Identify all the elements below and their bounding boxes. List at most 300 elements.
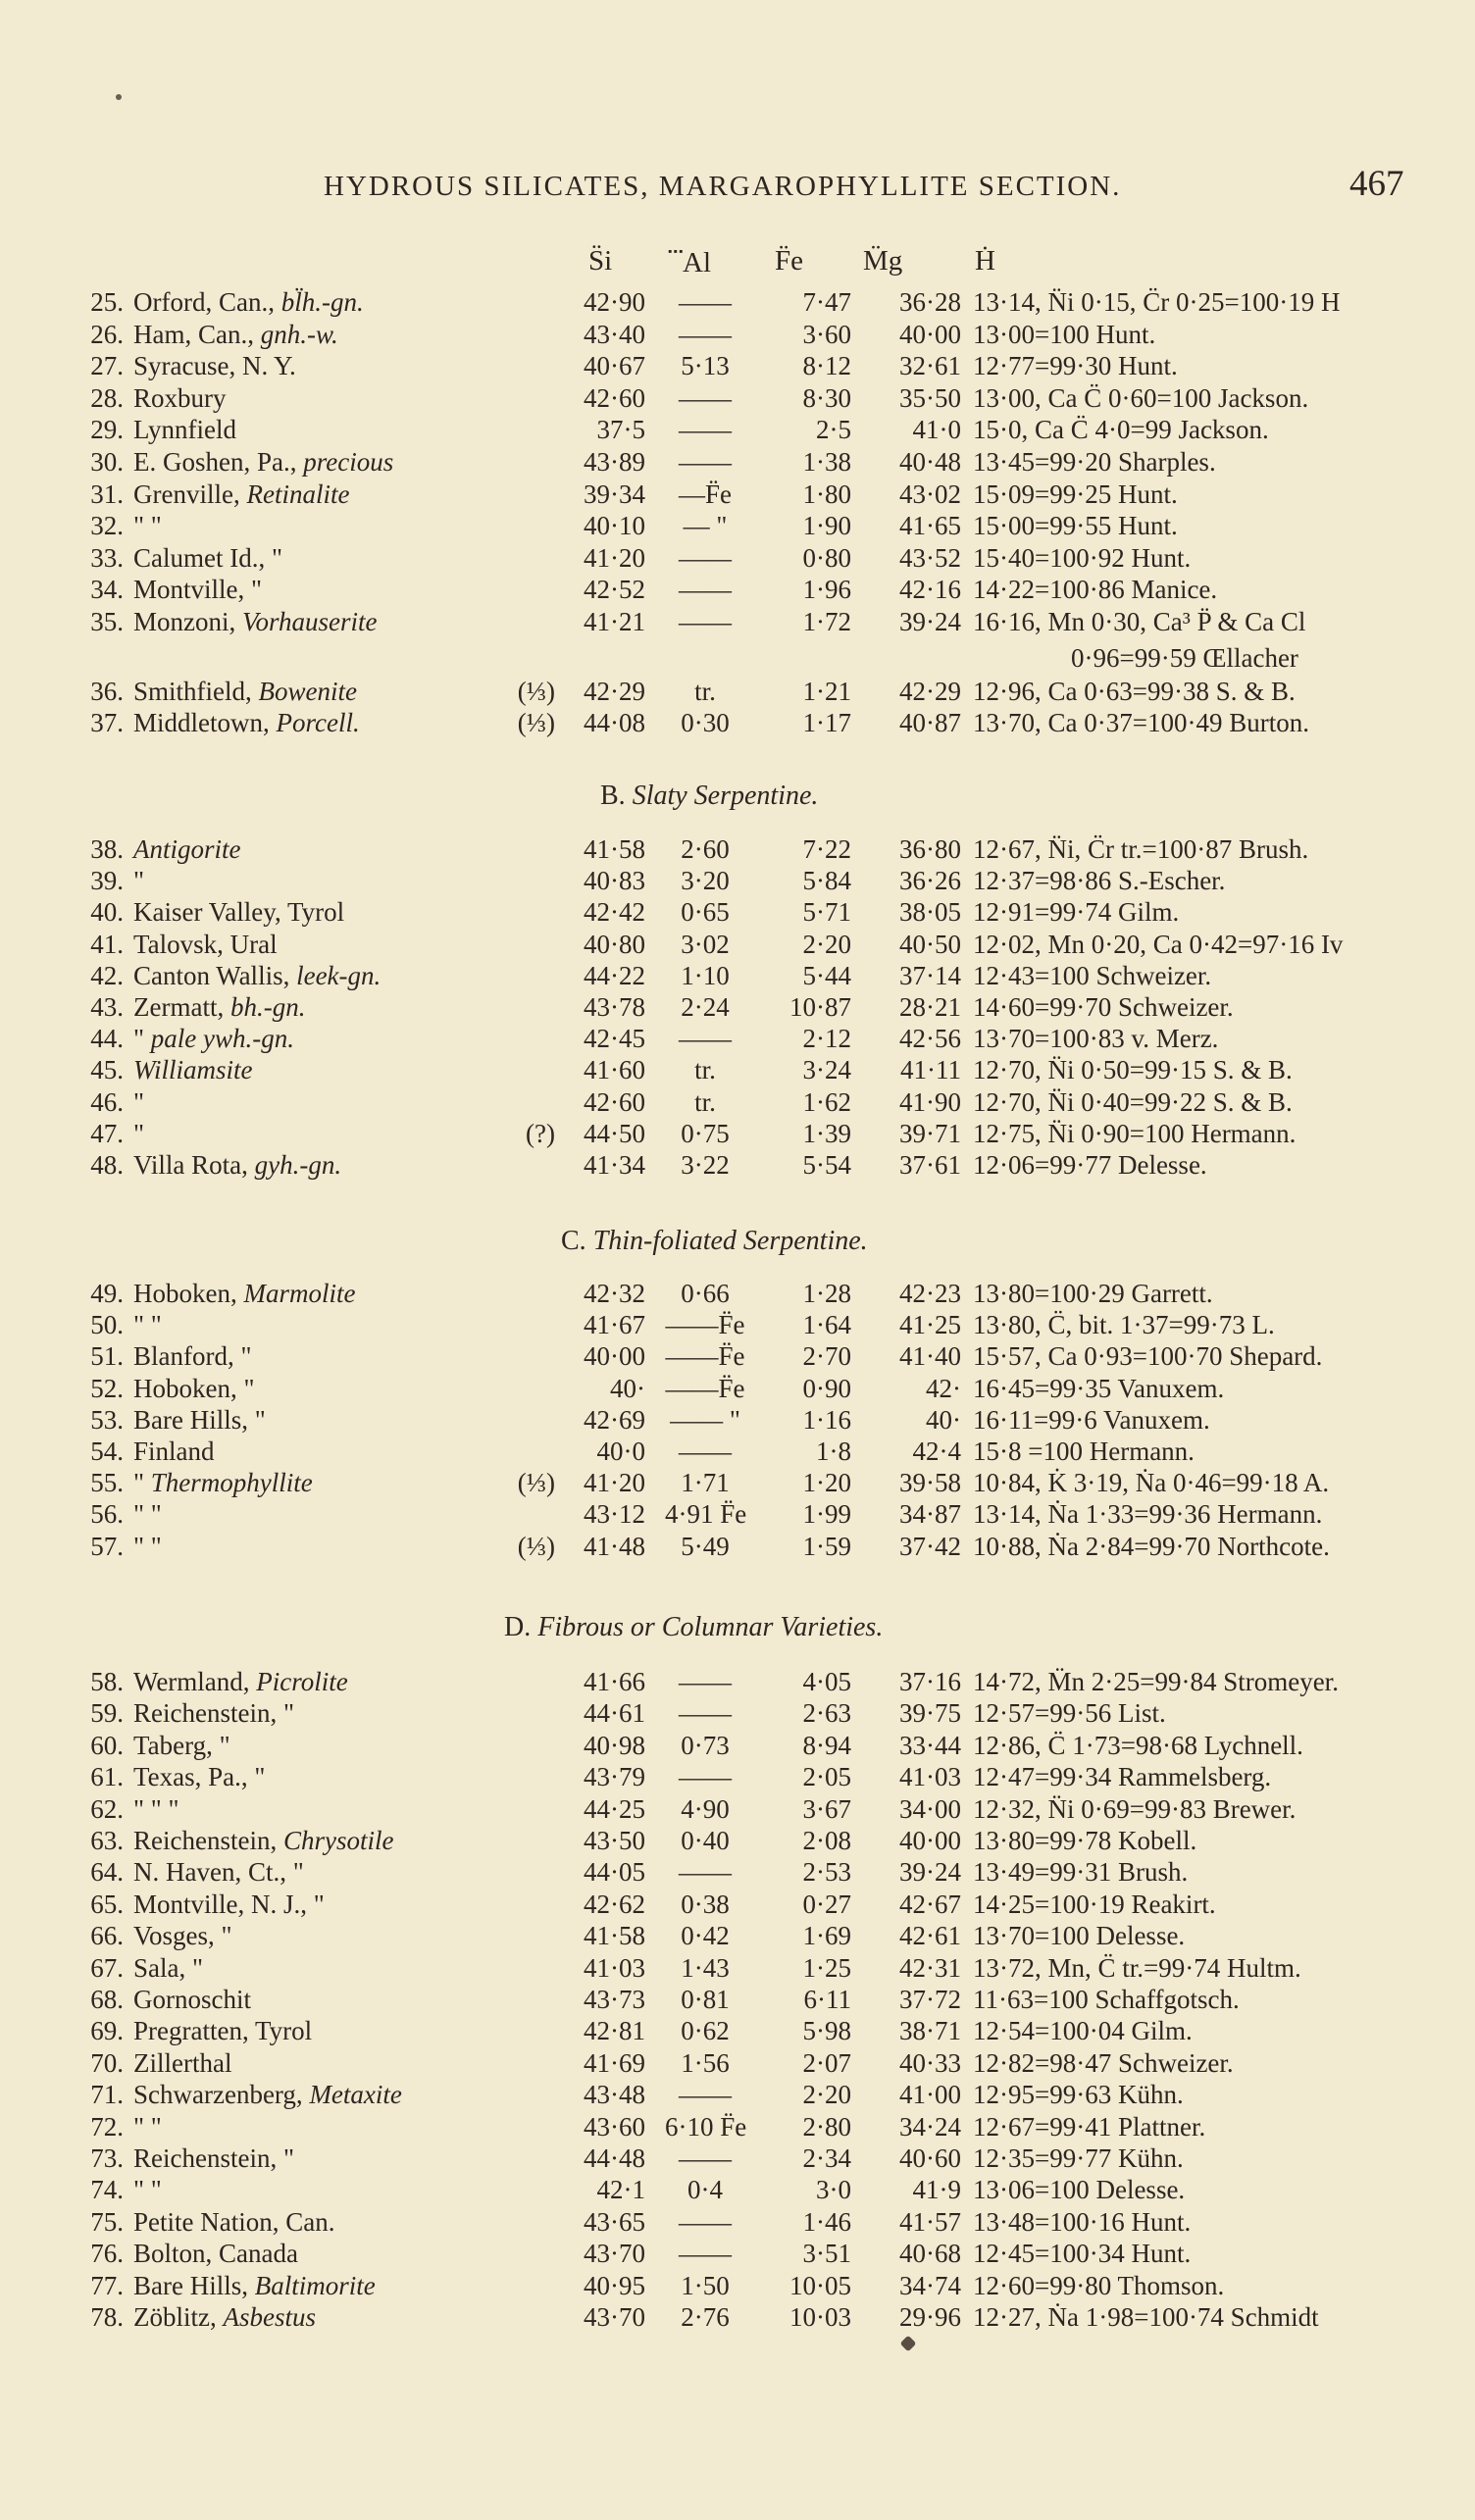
water-and-remarks: 15·09=99·25 Hunt. xyxy=(973,479,1178,509)
silica-value: 43·79 xyxy=(584,1762,645,1792)
locality-text: " xyxy=(133,1468,145,1498)
iron-value: 8·30 xyxy=(802,382,851,413)
locality-text: " " xyxy=(133,2175,162,2205)
water-and-remarks: 12·70, N̈i 0·50=99·15 S. & B. xyxy=(973,1055,1293,1085)
locality xyxy=(133,992,305,1023)
silica-value: 41·58 xyxy=(584,834,645,864)
section-d-letter: D. xyxy=(504,1612,532,1642)
silica-value: 44·05 xyxy=(584,1857,645,1888)
variety-name: Baltimorite xyxy=(254,2270,376,2300)
iron-value: 1·80 xyxy=(802,479,851,509)
row-number: 29. xyxy=(90,415,124,445)
table-row xyxy=(0,447,1475,479)
magnesia-value: 34·87 xyxy=(899,1499,961,1530)
alumina-value: —— xyxy=(679,1762,732,1792)
locality xyxy=(133,2143,294,2174)
locality-text: Petite Nation, Can. xyxy=(133,2206,335,2237)
silica-value: 44·61 xyxy=(584,1698,645,1729)
locality-text: Lynnfield xyxy=(133,415,236,445)
alumina-value: —— xyxy=(679,287,732,317)
locality-text: " " xyxy=(133,1499,162,1530)
alumina-value: ——F̈e xyxy=(665,1373,745,1403)
alumina-value: 2·24 xyxy=(681,992,730,1022)
table-row xyxy=(0,2143,1475,2175)
iron-value: 10·05 xyxy=(789,2270,851,2300)
locality-text: Middletown, xyxy=(133,708,270,737)
section-b-title xyxy=(600,781,818,812)
table-row xyxy=(0,1953,1475,1985)
iron-value: 3·24 xyxy=(802,1055,851,1085)
water-and-remarks: 12·32, N̈i 0·69=99·83 Brewer. xyxy=(973,1793,1297,1824)
locality xyxy=(133,511,162,541)
iron-value: 10·03 xyxy=(789,2302,851,2332)
locality xyxy=(133,866,144,896)
alumina-value: —— xyxy=(679,1857,732,1888)
silica-value: 44·50 xyxy=(584,1118,645,1148)
alumina-value: 0·38 xyxy=(681,1889,730,1919)
locality xyxy=(133,1953,203,1984)
iron-value: 3·60 xyxy=(802,319,851,349)
variety-name: Marmolite xyxy=(243,1279,356,1308)
locality-text: " " xyxy=(133,511,162,541)
locality-text: Texas, Pa., " xyxy=(133,1762,266,1792)
water-and-remarks: 14·25=100·19 Reakirt. xyxy=(973,1889,1216,1919)
iron-value: 1·28 xyxy=(802,1279,851,1308)
row-number: 69. xyxy=(90,2016,124,2046)
locality-text: Roxbury xyxy=(133,382,227,413)
magnesia-value: 37·61 xyxy=(899,1150,961,1180)
magnesia-value: 35·50 xyxy=(899,382,961,413)
locality xyxy=(133,2112,162,2142)
water-and-remarks: 13·00=100 Hunt. xyxy=(973,319,1156,349)
table-row xyxy=(0,834,1475,866)
iron-value: 2·07 xyxy=(802,2047,851,2078)
locality xyxy=(133,2080,402,2110)
alumina-value: 1·56 xyxy=(681,2047,730,2078)
magnesia-value: 38·71 xyxy=(899,2016,961,2046)
water-and-remarks: 15·8 =100 Hermann. xyxy=(973,1436,1195,1466)
magnesia-value: 40·00 xyxy=(899,1826,961,1855)
water-and-remarks: 12·57=99·56 List. xyxy=(973,1698,1166,1729)
locality xyxy=(133,415,236,445)
magnesia-value: 41·40 xyxy=(899,1341,961,1372)
table-row xyxy=(0,1119,1475,1150)
locality xyxy=(133,1985,251,2015)
alumina-value: 0·81 xyxy=(681,1985,730,2014)
magnesia-value: 40·00 xyxy=(899,319,961,349)
table-row xyxy=(0,1087,1475,1119)
alumina-value: 4·90 xyxy=(681,1793,730,1824)
locality xyxy=(133,479,349,510)
locality xyxy=(133,2302,316,2333)
water-and-remarks: 12·70, N̈i 0·40=99·22 S. & B. xyxy=(973,1086,1293,1117)
row-35-continuation: 0·96=99·59 Œllacher xyxy=(1071,643,1298,673)
iron-value: 1·17 xyxy=(802,708,851,737)
silica-value: 43·48 xyxy=(584,2080,645,2110)
water-and-remarks: 15·57, Ca 0·93=100·70 Shepard. xyxy=(973,1341,1323,1372)
locality xyxy=(133,677,357,707)
alumina-value: 6·10 F̈e xyxy=(665,2111,747,2142)
locality-text: Ham, Can., xyxy=(133,319,254,349)
row-number: 47. xyxy=(90,1118,124,1148)
silica-value: 43·89 xyxy=(584,447,645,477)
water-and-remarks: 12·06=99·77 Delesse. xyxy=(973,1150,1207,1180)
iron-value: 5·84 xyxy=(802,866,851,896)
row-number: 28. xyxy=(90,382,124,413)
iron-value: 3·0 xyxy=(816,2175,851,2205)
silica-value: 42·52 xyxy=(584,575,645,605)
locality-text: Bare Hills, " xyxy=(133,1404,266,1435)
table-row xyxy=(0,1698,1475,1730)
section-d-title xyxy=(504,1612,883,1643)
iron-value: 0·80 xyxy=(802,542,851,573)
row-number: 68. xyxy=(90,1985,124,2014)
magnesia-value: 34·74 xyxy=(899,2270,961,2300)
locality xyxy=(133,607,378,637)
silica-value: 41·20 xyxy=(584,1468,645,1498)
iron-value: 1·38 xyxy=(802,447,851,477)
row-number: 55. xyxy=(90,1468,124,1498)
locality xyxy=(133,1921,232,1951)
magnesia-value: 42·56 xyxy=(899,1024,961,1054)
magnesia-value: 42· xyxy=(926,1373,961,1403)
footer-ornament xyxy=(900,2336,917,2352)
locality-text: " xyxy=(133,866,145,896)
water-and-remarks: 15·00=99·55 Hunt. xyxy=(973,511,1178,541)
locality xyxy=(133,1499,162,1530)
alumina-value: —— xyxy=(679,447,732,477)
row-number: 63. xyxy=(90,1826,124,1855)
locality-text: Smithfield, xyxy=(133,677,252,706)
locality xyxy=(133,834,241,865)
row-number: 45. xyxy=(90,1055,124,1085)
magnesia-value: 41·03 xyxy=(899,1762,961,1792)
row-number: 73. xyxy=(90,2143,124,2173)
alumina-value: 1·43 xyxy=(681,1952,730,1983)
locality xyxy=(133,1826,393,1856)
silica-value: 40·00 xyxy=(584,1341,645,1372)
locality-text: Hoboken, xyxy=(133,1279,237,1308)
silica-value: 43·70 xyxy=(584,2302,645,2332)
silica-value: 40·0 xyxy=(596,1436,645,1466)
water-and-remarks: 13·45=99·20 Sharples. xyxy=(973,447,1216,477)
iron-value: 8·12 xyxy=(802,351,851,381)
water-and-remarks: 12·91=99·74 Gilm. xyxy=(973,897,1180,928)
row-number: 34. xyxy=(90,575,124,605)
alumina-value: 0·62 xyxy=(681,2016,730,2046)
water-and-remarks: 10·84, K̇ 3·19, Ṅa 0·46=99·18 A. xyxy=(973,1468,1330,1498)
magnesia-value: 41·0 xyxy=(912,415,961,445)
water-and-remarks: 12·43=100 Schweizer. xyxy=(973,960,1212,990)
magnesia-value: 41·65 xyxy=(899,511,961,541)
silica-value: 44·08 xyxy=(584,708,645,737)
locality-text: Bolton, Canada xyxy=(133,2239,298,2269)
table-row xyxy=(0,708,1475,739)
table-row xyxy=(0,1532,1475,1563)
row-number: 70. xyxy=(90,2047,124,2078)
locality xyxy=(133,930,278,960)
table-row xyxy=(0,1890,1475,1921)
iron-value: 7·22 xyxy=(802,834,851,864)
section-d-name: Fibrous or Columnar Varieties. xyxy=(537,1612,884,1642)
iron-value: 2·5 xyxy=(816,415,851,445)
water-and-remarks: 12·95=99·63 Kühn. xyxy=(973,2080,1184,2110)
table-row xyxy=(0,320,1475,351)
section-b-name: Slaty Serpentine. xyxy=(632,781,819,811)
alumina-value: —— xyxy=(679,1698,732,1729)
locality-text: Kaiser Valley, Tyrol xyxy=(133,897,345,928)
magnesia-value: 42·29 xyxy=(899,677,961,706)
locality xyxy=(133,1087,144,1118)
row-number: 38. xyxy=(90,834,124,864)
row-number: 56. xyxy=(90,1499,124,1530)
alumina-value: ——F̈e xyxy=(665,1310,745,1340)
silica-value: 42·29 xyxy=(584,677,645,706)
row-number: 43. xyxy=(90,992,124,1022)
water-and-remarks: 12·37=98·86 S.-Escher. xyxy=(973,866,1226,896)
variety-name: Williamsite xyxy=(133,1055,253,1085)
table-row xyxy=(0,866,1475,897)
water-and-remarks: 14·22=100·86 Manice. xyxy=(973,575,1218,605)
magnesia-value: 41·57 xyxy=(899,2206,961,2237)
iron-value: 2·70 xyxy=(802,1341,851,1372)
locality xyxy=(133,1150,341,1181)
locality-text: Bare Hills, xyxy=(133,2270,248,2300)
locality-text: " " xyxy=(133,2111,162,2142)
water-and-remarks: 12·67, N̈i, C̈r tr.=100·87 Brush. xyxy=(973,834,1309,864)
table-row xyxy=(0,511,1475,542)
locality-text: Pregratten, Tyrol xyxy=(133,2016,313,2046)
table-row xyxy=(0,575,1475,606)
iron-value: 2·34 xyxy=(802,2143,851,2173)
table-row xyxy=(0,992,1475,1024)
locality xyxy=(133,2016,312,2046)
alumina-value: 2·60 xyxy=(681,834,730,864)
locality-text: Reichenstein, " xyxy=(133,2143,294,2173)
locality-text: Talovsk, Ural xyxy=(133,929,278,959)
row-number: 39. xyxy=(90,866,124,896)
locality xyxy=(133,1279,355,1309)
row-number: 60. xyxy=(90,1730,124,1760)
variety-name: bh.-gn. xyxy=(229,992,306,1022)
table-row xyxy=(0,1468,1475,1499)
magnesia-value: 41·9 xyxy=(912,2175,961,2205)
magnesia-value: 38·05 xyxy=(899,897,961,928)
silica-value: 41·20 xyxy=(584,542,645,573)
silica-value: 40·67 xyxy=(584,351,645,381)
section-c-letter: C. xyxy=(561,1226,586,1256)
alumina-value: 1·50 xyxy=(681,2270,730,2300)
magnesia-value: 36·26 xyxy=(899,866,961,896)
magnesia-value: 34·00 xyxy=(899,1793,961,1824)
col-header-mg: M̈g xyxy=(863,245,903,277)
section-c-title xyxy=(561,1226,868,1257)
table-row xyxy=(0,930,1475,961)
water-and-remarks: 12·67=99·41 Plattner. xyxy=(973,2111,1206,2142)
row-number: 65. xyxy=(90,1889,124,1919)
water-and-remarks: 13·14, N̈i 0·15, C̈r 0·25=100·19 H xyxy=(973,287,1341,317)
locality xyxy=(133,2271,376,2301)
silica-value: 42·60 xyxy=(584,1086,645,1117)
magnesia-value: 40·87 xyxy=(899,708,961,737)
locality xyxy=(133,961,381,991)
iron-value: 5·71 xyxy=(802,897,851,928)
table-row xyxy=(0,1731,1475,1762)
iron-value: 1·46 xyxy=(802,2206,851,2237)
alumina-value: 3·20 xyxy=(681,866,730,896)
water-and-remarks: 13·80=100·29 Garrett. xyxy=(973,1279,1213,1308)
water-and-remarks: 13·00, Ca C̈ 0·60=100 Jackson. xyxy=(973,382,1309,413)
table-row xyxy=(0,543,1475,575)
silica-value: 41·48 xyxy=(584,1531,645,1561)
water-and-remarks: 14·72, M̈n 2·25=99·84 Stromeyer. xyxy=(973,1667,1339,1696)
silica-value: 42·90 xyxy=(584,287,645,317)
iron-value: 8·94 xyxy=(802,1730,851,1760)
table-row xyxy=(0,2271,1475,2302)
alumina-value: 2·76 xyxy=(681,2302,730,2332)
magnesia-value: 36·80 xyxy=(899,834,961,864)
silica-value: 42·45 xyxy=(584,1024,645,1054)
water-and-remarks: 12·82=98·47 Schweizer. xyxy=(973,2047,1234,2078)
locality-text: Schwarzenberg, xyxy=(133,2080,303,2110)
locality-text: Reichenstein, " xyxy=(133,1698,294,1729)
silica-value: 40· xyxy=(610,1373,645,1403)
table-row xyxy=(0,961,1475,992)
table-row xyxy=(0,2239,1475,2270)
table-row xyxy=(0,1826,1475,1857)
magnesia-value: 32·61 xyxy=(899,351,961,381)
table-row xyxy=(0,2080,1475,2111)
magnesia-value: 39·24 xyxy=(899,607,961,636)
locality xyxy=(133,1794,179,1825)
row-number: 51. xyxy=(90,1341,124,1372)
alumina-value: 1·71 xyxy=(681,1468,730,1498)
row-number: 57. xyxy=(90,1531,124,1561)
row-number: 42. xyxy=(90,960,124,990)
silica-value: 40·10 xyxy=(584,511,645,541)
alumina-value: 0·75 xyxy=(681,1118,730,1148)
magnesia-value: 42·67 xyxy=(899,1889,961,1919)
magnesia-value: 39·75 xyxy=(899,1698,961,1729)
locality-text: Reichenstein, xyxy=(133,1826,278,1855)
row-number: 54. xyxy=(90,1436,124,1466)
iron-value: 3·51 xyxy=(802,2239,851,2269)
row-number: 66. xyxy=(90,1921,124,1951)
variety-name: pale ywh.-gn. xyxy=(150,1024,295,1054)
alumina-value: 0·40 xyxy=(681,1826,730,1855)
iron-value: 4·05 xyxy=(802,1667,851,1696)
table-row xyxy=(0,2207,1475,2239)
row-number: 31. xyxy=(90,479,124,509)
table-row xyxy=(0,897,1475,929)
water-and-remarks: 12·96, Ca 0·63=99·38 S. & B. xyxy=(973,677,1296,706)
silica-value: 41·60 xyxy=(584,1055,645,1085)
locality-text: Sala, " xyxy=(133,1952,204,1983)
magnesia-value: 37·42 xyxy=(899,1531,961,1561)
water-and-remarks: 13·80=99·78 Kobell. xyxy=(973,1826,1197,1855)
locality-text: Orford, Can., xyxy=(133,287,275,317)
iron-value: 10·87 xyxy=(789,992,851,1022)
magnesia-value: 39·71 xyxy=(899,1118,961,1148)
iron-value: 6·11 xyxy=(803,1985,851,2014)
col-header-al: ⃛Al xyxy=(683,247,711,278)
alumina-value: —— xyxy=(679,1667,732,1696)
silica-value: 43·73 xyxy=(584,1985,645,2014)
magnesia-value: 41·00 xyxy=(899,2080,961,2110)
page-number: 467 xyxy=(1349,164,1404,204)
silica-value: 43·60 xyxy=(584,2111,645,2142)
magnesia-value: 40·48 xyxy=(899,447,961,477)
variety-name: gyh.-gn. xyxy=(254,1150,342,1180)
row-number: 71. xyxy=(90,2080,124,2110)
alumina-value: —F̈e xyxy=(679,479,732,509)
table-row xyxy=(0,479,1475,511)
magnesia-value: 29·96 xyxy=(899,2302,961,2332)
silica-value: 41·69 xyxy=(584,2047,645,2078)
locality-text: " " " xyxy=(133,1793,179,1824)
table-row xyxy=(0,1667,1475,1698)
locality-text: " xyxy=(133,1118,145,1148)
water-and-remarks: 12·35=99·77 Kühn. xyxy=(973,2143,1184,2173)
locality-text: N. Haven, Ct., " xyxy=(133,1857,304,1888)
silica-value: 37·5 xyxy=(596,415,645,445)
table-row xyxy=(0,383,1475,415)
table-row xyxy=(0,677,1475,708)
variety-name: Metaxite xyxy=(309,2080,402,2110)
silica-value: 41·67 xyxy=(584,1310,645,1340)
table-row xyxy=(0,1310,1475,1341)
row-number: 50. xyxy=(90,1310,124,1340)
magnesia-value: 42·61 xyxy=(899,1921,961,1951)
locality xyxy=(133,2048,231,2079)
table-row xyxy=(0,1374,1475,1405)
water-and-remarks: 13·48=100·16 Hunt. xyxy=(973,2206,1192,2237)
alumina-value: —— xyxy=(679,2143,732,2173)
variety-name: precious xyxy=(303,447,394,477)
iron-value: 1·90 xyxy=(802,511,851,541)
iron-value: 2·80 xyxy=(802,2111,851,2142)
table-row xyxy=(0,1921,1475,1952)
table-row xyxy=(0,1499,1475,1531)
magnesia-value: 42·16 xyxy=(899,575,961,605)
silica-value: 43·70 xyxy=(584,2239,645,2269)
table-row xyxy=(0,2302,1475,2334)
row-number: 52. xyxy=(90,1373,124,1403)
magnesia-value: 41·11 xyxy=(900,1055,961,1085)
locality-text: " " xyxy=(133,1310,162,1340)
iron-value: 0·90 xyxy=(802,1373,851,1403)
qualifier: (⅓) xyxy=(517,1531,555,1561)
water-and-remarks: 16·45=99·35 Vanuxem. xyxy=(973,1373,1225,1403)
row-number: 58. xyxy=(90,1667,124,1696)
silica-value: 39·34 xyxy=(584,479,645,509)
alumina-value: —— xyxy=(679,319,732,349)
locality xyxy=(133,351,296,381)
alumina-value: —— xyxy=(679,2080,732,2110)
variety-name: bl̈h.-gn. xyxy=(280,287,364,317)
iron-value: 1·59 xyxy=(802,1531,851,1561)
alumina-value: — " xyxy=(683,511,728,541)
stray-mark xyxy=(116,94,122,100)
table-row xyxy=(0,1985,1475,2016)
row-number: 75. xyxy=(90,2206,124,2237)
alumina-value: 4·91 F̈e xyxy=(665,1499,747,1530)
alumina-value: 0·66 xyxy=(681,1279,730,1308)
magnesia-value: 42·23 xyxy=(899,1279,961,1308)
silica-value: 40·95 xyxy=(584,2270,645,2300)
water-and-remarks: 12·54=100·04 Gilm. xyxy=(973,2016,1193,2046)
alumina-value: 5·49 xyxy=(681,1531,730,1561)
